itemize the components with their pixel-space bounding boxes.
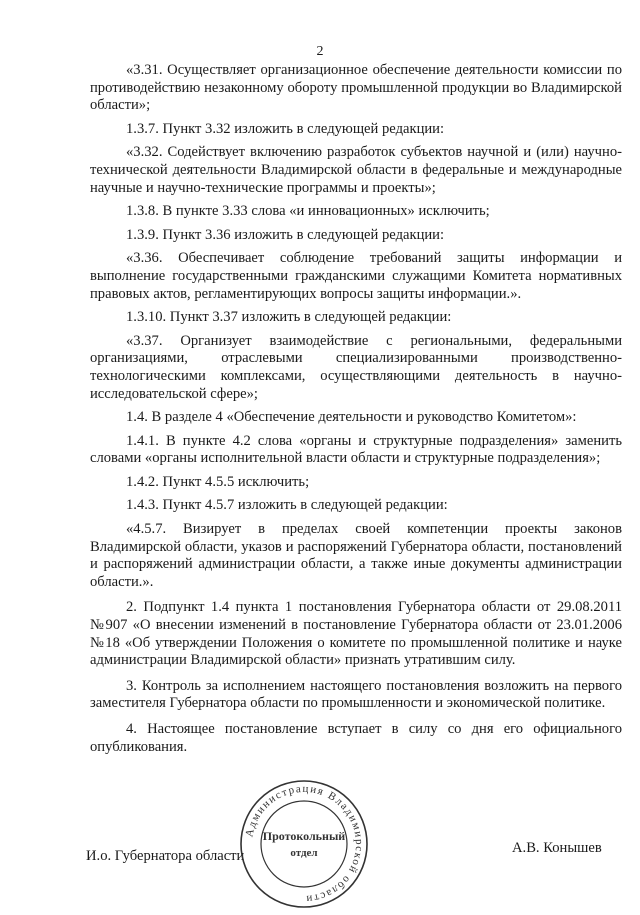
document-body [90,62,622,762]
paragraph: 1.3.7. Пункт 3.32 изложить в следующей редакции: [126,120,445,137]
signature-position: И.о. Губернатора области [86,848,245,864]
official-stamp [238,778,370,910]
paragraph: «3.31. Осуществляет организационное обеспечение деятельности комиссии по противодействию незаконному обороту промышленной продукции во Владимирской области»; [90,62,622,114]
paragraph: 1.3.10. Пункт 3.37 изложить в следующей редакции: [126,309,452,326]
paragraph: 1.4.2. Пункт 4.5.5 исключить; [126,473,310,490]
stamp-ring-text: Администрация Владимирской области [243,782,366,906]
paragraph: 1.4.1. В пункте 4.2 слова «органы и структурные подразделения» заменить словами «органы исполнительной власти области и структурные подразделения»; [90,432,622,467]
paragraph: 1.4. В разделе 4 «Обеспечение деятельности и руководство Комитетом»: [126,409,577,426]
paragraph: 3. Контроль за исполнением настоящего постановления возложить на первого заместителя Губернатора области по промышленности и экономической политике. [90,677,622,712]
paragraph: «4.5.7. Визирует в пределах своей компетенции проекты законов Владимирской области, указов и распоряжений Губернатора области, постановлений и распоряжений администрации области, а также иные документы администрации области.». [90,521,622,590]
stamp-inner-ring [261,801,347,887]
paragraph: «3.37. Организует взаимодействие с региональными, федеральными организациями, отраслевыми специализированными производственно-технологическими комплексами, осуществляющими деятельность в научно-исследовательской сфере»; [90,332,622,402]
signature-name: А.В. Конышев [512,840,602,856]
paragraph: 4. Настоящее постановление вступает в силу со дня его официального опубликования. [90,721,622,755]
paragraph: 2. Подпункт 1.4 пункта 1 постановления Губернатора области от 29.08.2011 №907 «О внесении изменений в постановление Губернатора области от 23.01.2006 №18 «Об утверждении Положения о комитете по промышленной политике и науке администрации Владимирской области» признать утратившим силу. [90,599,622,669]
stamp-graphic [238,778,370,910]
stamp-outer-ring [241,781,367,907]
paragraph: «3.36. Обеспечивает соблюдение требований защиты информации и выполнение государственными гражданскими служащими Комитета нормативных правовых актов, регламентирующих вопросы защиты информации.». [90,250,622,302]
page-number: 2 [316,44,324,59]
paragraph: 1.3.8. В пункте 3.33 слова «и инновационных» исключить; [126,203,490,220]
paragraph: 1.3.9. Пункт 3.36 изложить в следующей редакции: [126,226,445,243]
stamp-center-line2: отдел [290,847,318,859]
stamp-center-line1: Протокольный [262,829,346,843]
paragraph: «3.32. Содействует включению разработок субъектов научной и (или) научно-технической деятельности Владимирской области в федеральные и международные научные и научно-технические программы и проекты»; [90,144,622,196]
paragraph: 1.4.3. Пункт 4.5.7 изложить в следующей редакции: [126,497,448,514]
